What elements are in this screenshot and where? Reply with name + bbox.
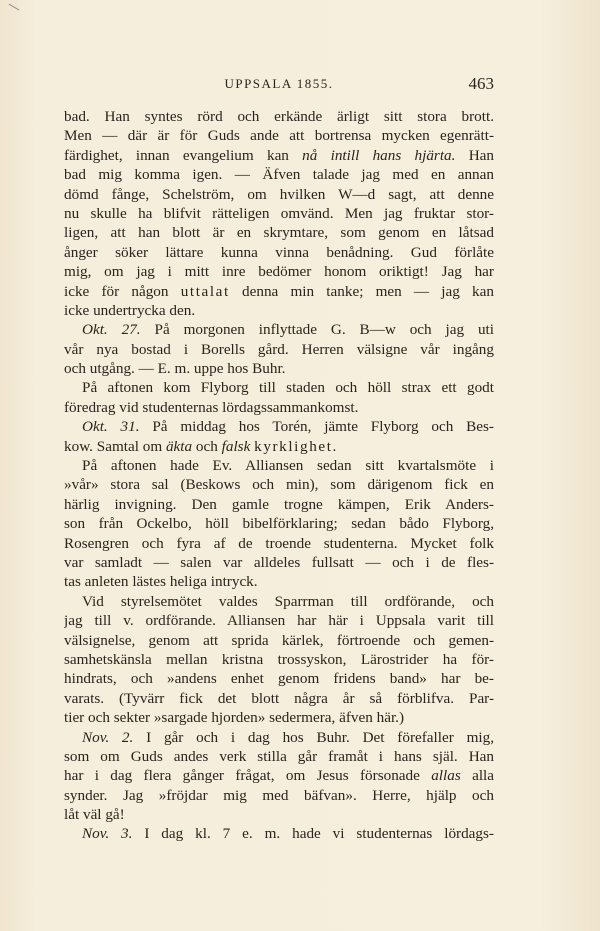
text-line	[64, 650, 494, 669]
text-segment: Han	[455, 146, 494, 164]
text-line	[64, 146, 494, 165]
text-segment: uttalat	[180, 282, 230, 300]
text-segment: tier och sekter »sargade hjorden» sedermera, äfven här.)	[64, 709, 405, 727]
text-segment: vår nya bostad i Borells gård. Herren välsigne vår ingång	[64, 340, 494, 358]
text-line	[64, 766, 494, 785]
text-line	[64, 243, 494, 262]
text-segment: Nov. 2.	[82, 728, 134, 746]
text-segment: På aftonen hade Ev. Alliansen sedan sitt kvartalsmöte i	[82, 457, 494, 475]
text-segment: allas	[431, 767, 461, 785]
text-line	[64, 398, 494, 417]
text-line	[64, 514, 494, 533]
text-segment: välsignelse, genom att sprida kärlek, förtroende och gemen-	[64, 631, 494, 649]
text-line	[64, 340, 494, 359]
page-header	[64, 74, 494, 98]
text-segment: som om Guds andes verk stilla går framåt i hans själ. Han	[64, 747, 494, 765]
text-segment: bad. Han syntes rörd och erkände ärligt sitt stora brott.	[64, 108, 494, 125]
text-segment: »vår» stora sal (Beskows och min), som därigenom fick en	[64, 476, 494, 494]
text-segment: Okt. 31.	[82, 418, 140, 436]
margin-mark	[5, 4, 20, 18]
text-line	[64, 456, 494, 475]
text-segment: ligen, att han blott är en skrymtare, som genom en låtsad	[64, 224, 494, 242]
text-line	[64, 572, 494, 591]
text-line	[64, 165, 494, 184]
text-segment: tas anleten lästes heliga intryck.	[64, 573, 258, 591]
text-line	[64, 495, 494, 514]
text-segment: mig, om jag i mitt inre bedömer honom oriktigt! Jag har	[64, 263, 494, 281]
body-text	[64, 107, 494, 844]
text-segment: nå intill hans hjärta.	[302, 146, 456, 164]
text-segment: icke undertrycka den.	[64, 301, 196, 319]
text-line	[64, 611, 494, 630]
text-line	[64, 805, 494, 824]
text-segment: låt väl gå!	[64, 806, 125, 824]
text-line	[64, 553, 494, 572]
text-segment: alla	[460, 767, 494, 785]
text-line	[64, 301, 494, 320]
text-line	[64, 631, 494, 650]
text-line	[64, 689, 494, 708]
text-segment: och	[192, 437, 222, 455]
text-segment: denna min tanke; men — jag kan	[229, 282, 494, 300]
text-segment: kyrklighet.	[254, 437, 338, 455]
text-segment: har i dag flera gånger frågat, om Jesus försonade	[64, 767, 432, 785]
text-line	[64, 786, 494, 805]
text-segment: jag till v. ordförande. Alliansen har här i Uppsala varit till	[64, 612, 494, 630]
text-line	[64, 107, 494, 126]
text-line	[64, 728, 494, 747]
text-line	[64, 204, 494, 223]
text-line	[64, 708, 494, 727]
text-segment: I dag kl. 7 e. m. hade vi studenternas lördags-	[132, 825, 494, 843]
text-line	[64, 669, 494, 688]
text-segment: färdighet, innan evangelium kan	[64, 146, 303, 164]
text-line	[64, 282, 494, 301]
text-segment: härlig invigning. Den gamle trogne kämpen, Erik Anders-	[64, 495, 494, 513]
text-segment: son från Ockelbo, höll bibelförklaring; sedan båd​o Flyborg,	[64, 515, 494, 533]
text-line	[64, 475, 494, 494]
text-segment: ånger söker lättare kunna vinna benådning. Gud förlåte	[64, 243, 494, 261]
text-line	[64, 359, 494, 378]
text-line	[64, 223, 494, 242]
text-segment: Rosengren och fyra af de troende studenterna. Mycket folk	[64, 534, 494, 552]
text-line	[64, 534, 494, 553]
text-segment: varats. (Tyvärr fick det blott några år så förblifva. Par-	[64, 689, 494, 707]
text-segment: På morgonen inflyttade G. B—w och jag uti	[140, 321, 494, 339]
text-segment: Okt. 27.	[82, 321, 141, 339]
text-line	[64, 824, 494, 843]
text-line	[64, 262, 494, 281]
text-segment: synder. Jag »fröjdar mig med bäfvan». Herre, hjälp och	[64, 786, 494, 804]
text-line	[64, 592, 494, 611]
text-segment: Nov. 3.	[82, 825, 133, 843]
text-line	[64, 320, 494, 339]
text-segment: Vid styrelsemötet valdes Sparrman till ordförande, och	[82, 592, 494, 610]
text-segment: I går och i dag hos Buhr. Det förefaller mig,	[133, 728, 494, 746]
text-line	[64, 378, 494, 397]
text-segment: På middag hos Torén, jämte Flyborg och Bes-	[139, 418, 494, 436]
text-line	[64, 747, 494, 766]
text-segment: Men — där är för Guds ande att bortrensa mycken egenrätt-	[64, 127, 494, 145]
text-segment: kow. Samtal om	[64, 437, 166, 455]
text-segment: bad mig komma igen. — Äfven talade jag med en annan	[64, 166, 494, 184]
running-head: UPPSALA 1855.	[224, 76, 334, 91]
text-line	[64, 126, 494, 145]
text-segment: icke för någon	[64, 282, 181, 300]
text-segment: På aftonen kom Flyborg till staden och höll strax ett godt	[82, 379, 494, 397]
text-segment: falsk	[221, 437, 251, 455]
text-segment: äkta	[165, 437, 193, 455]
text-segment: föredrag vid studenternas lördagssammankomst.	[64, 398, 359, 416]
text-segment: nu skulle ha blifvit rätteligen omvänd. Men jag fruktar stor-	[64, 204, 494, 222]
text-line	[64, 185, 494, 204]
text-segment: och utgång. — E. m. uppe hos Buhr.	[64, 360, 286, 378]
text-line	[64, 437, 494, 456]
text-segment: hindrats, och »andens enhet genom fridens band» har be-	[64, 670, 494, 688]
text-line	[64, 417, 494, 436]
text-segment: var samladt — salen var alldeles fullsatt — och i de fles-	[64, 553, 494, 571]
text-segment: dömd fånge, Schelström, om hvilken W—d sagt, att denne	[64, 185, 494, 203]
text-segment: samhetskänsla mellan kristna trossyskon, Lärostrider ha för-	[64, 650, 494, 668]
page-number: 463	[468, 74, 494, 93]
